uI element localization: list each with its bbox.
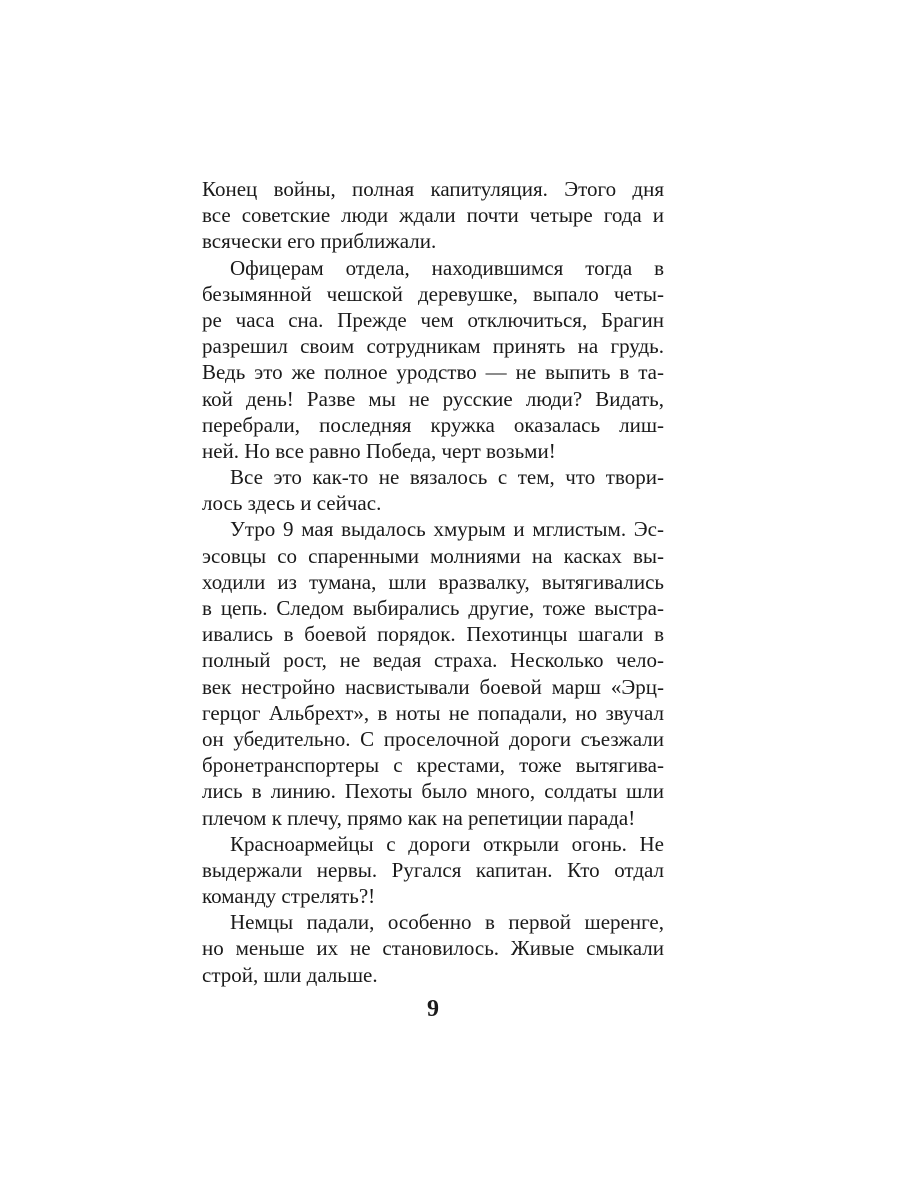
text-line: все советские люди ждали почти четыре года и bbox=[202, 203, 664, 228]
text-line: безымянной чешской деревушке, выпало четы- bbox=[202, 281, 664, 306]
text-line: бронетранспортеры с крестами, тоже вытягива- bbox=[202, 753, 664, 778]
text-line: Конец войны, полная капитуляция. Этого дня bbox=[202, 177, 664, 201]
text-line: полный рост, не ведая страха. Несколько чело- bbox=[202, 648, 664, 673]
text-line: всячески его приближали. bbox=[202, 229, 437, 254]
text-line: строй, шли дальше. bbox=[202, 962, 378, 987]
text-line: в цепь. Следом выбирались другие, тоже выстра- bbox=[202, 596, 664, 620]
text-line: Красноармейцы с дороги открыли огонь. Не bbox=[230, 831, 664, 856]
text-line: ходили из тумана, шли вразвалку, вытягивались bbox=[202, 569, 664, 594]
text-line: лось здесь и сейчас. bbox=[202, 491, 382, 516]
page-number-label: 9 bbox=[427, 996, 439, 1022]
text-line: герцог Альбрехт», в ноты не попадали, но звучал bbox=[202, 700, 664, 725]
body-text bbox=[202, 176, 664, 988]
text-line: Ведь это же полное уродство — не выпить в та- bbox=[202, 360, 664, 385]
text-line: Немцы падали, особенно в первой шеренге, bbox=[230, 910, 664, 935]
text-line: но меньше их не становилось. Живые смыкали bbox=[202, 936, 664, 961]
text-line: Офицерам отдела, находившимся тогда в bbox=[230, 255, 664, 280]
text-line: ре часа сна. Прежде чем отключиться, Брагин bbox=[202, 307, 664, 332]
text-line: разрешил своим сотрудникам принять на грудь. bbox=[202, 334, 664, 359]
text-line: Утро 9 мая выдалось хмурым и мглистым. Эс- bbox=[230, 517, 664, 542]
text-line: кой день! Разве мы не русские люди? Видать, bbox=[202, 386, 664, 411]
text-line: век нестройно насвистывали боевой марш «Эрц- bbox=[202, 674, 664, 699]
text-line: ней. Но все равно Победа, черт возьми! bbox=[202, 438, 556, 463]
text-line: ивались в боевой порядок. Пехотинцы шагали в bbox=[202, 622, 664, 647]
text-line: лись в линию. Пехоты было много, солдаты шли bbox=[202, 779, 664, 804]
page-number bbox=[0, 996, 900, 1023]
text-line: эсовцы со спаренными молниями на касках вы- bbox=[202, 543, 664, 568]
text-line: команду стрелять?! bbox=[202, 884, 376, 909]
text-line: выдержали нервы. Ругался капитан. Кто отдал bbox=[202, 857, 664, 882]
text-line: плечом к плечу, прямо как на репетиции парада! bbox=[202, 805, 636, 830]
text-line: перебрали, последняя кружка оказалась лиш- bbox=[202, 412, 664, 437]
text-line: Все это как-то не вязалось с тем, что твори- bbox=[230, 465, 664, 490]
text-line: он убедительно. С проселочной дороги съезжали bbox=[202, 726, 664, 751]
